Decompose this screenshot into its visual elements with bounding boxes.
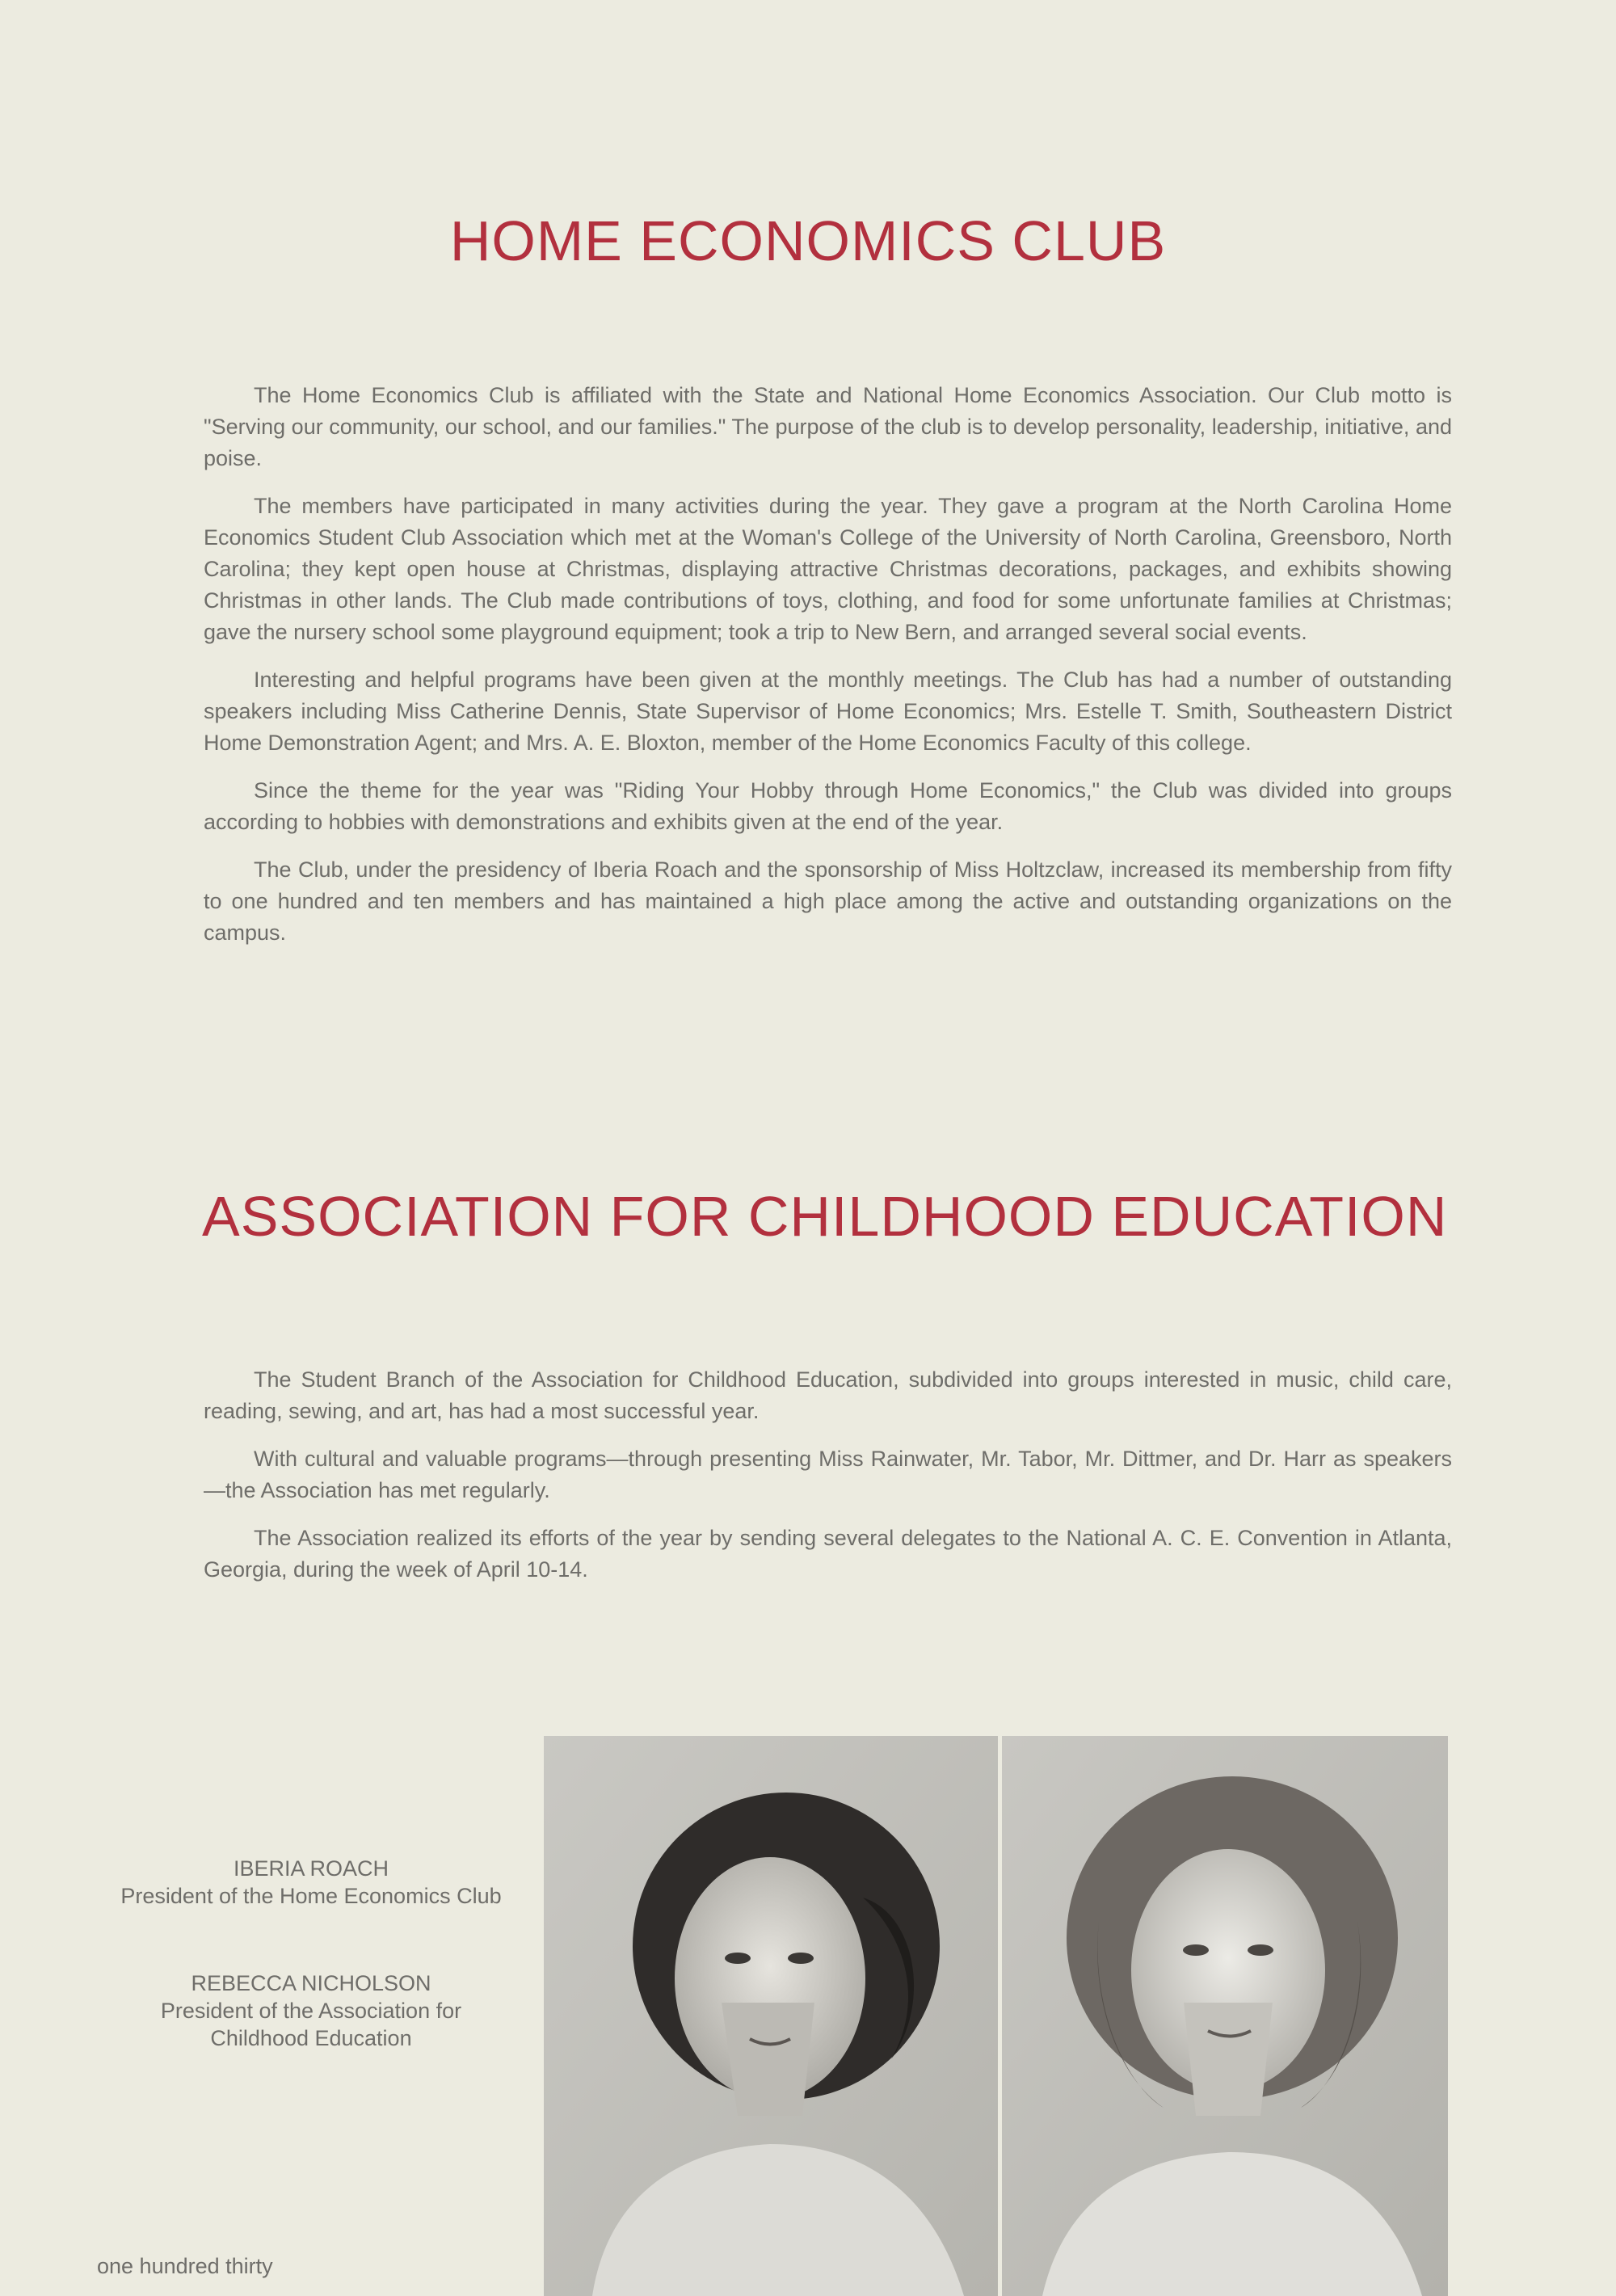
caption-title: Childhood Education	[210, 2026, 412, 2050]
paragraph: The Student Branch of the Association for Childhood Education, subdivided into groups interested in music, child care, reading, sewing, and art, has had a most successful year.	[204, 1367, 1452, 1423]
childhood-education-text	[204, 1364, 1452, 1602]
page-number: one hundred thirty	[97, 2254, 273, 2278]
caption-iberia-roach	[81, 1855, 541, 1910]
caption-name: IBERIA ROACH	[233, 1856, 389, 1881]
paragraph: The Club, under the presidency of Iberia Roach and the sponsorship of Miss Holtzclaw, increased its membership from fifty to one hundred and ten members and has maintained a high place among the active and outstanding organizations on the campus.	[204, 857, 1452, 945]
home-economics-club-text	[204, 380, 1452, 965]
portrait-photo-iberia-roach	[544, 1736, 998, 2296]
caption-title: President of the Home Economics Club	[120, 1884, 502, 1908]
paragraph: Since the theme for the year was "Riding Your Hobby through Home Economics," the Club was divided into groups according to hobbies with demonstrations and exhibits given at the end of the year.	[204, 778, 1452, 834]
paragraph: With cultural and valuable programs—through presenting Miss Rainwater, Mr. Tabor, Mr. Dittmer, and Dr. Harr as speakers—the Association has met regularly.	[204, 1447, 1452, 1502]
portrait-photo-rebecca-nicholson	[1002, 1736, 1448, 2296]
paragraph: The Association realized its efforts of the year by sending several delegates to the National A. C. E. Convention in Atlanta, Georgia, during the week of April 10-14.	[204, 1526, 1452, 1582]
childhood-education-heading: ASSOCIATION FOR CHILDHOOD EDUCATION	[202, 1185, 1448, 1248]
paragraph: The Home Economics Club is affiliated with the State and National Home Economics Association. Our Club motto is "Serving our community, our school, and our families." The purpose of the club is to develop personality, leadership, initiative, and poise.	[204, 383, 1452, 470]
caption-name: REBECCA NICHOLSON	[191, 1971, 431, 1995]
paragraph: The members have participated in many activities during the year. They gave a program at the North Carolina Home Economics Student Club Association which met at the Woman's College of the University of North Carolina, Greensboro, North Carolina; they kept open house at Christmas, displaying attractive Christmas decorations, packages, and exhibits showing Christmas in other lands. The Club made contributions of toys, clothing, and food for some unfortunate families at Christmas; gave the nursery school some playground equipment; took a trip to New Bern, and arranged several social events.	[204, 494, 1452, 644]
caption-rebecca-nicholson	[81, 1970, 541, 2052]
caption-title: President of the Association for	[160, 1999, 462, 2023]
paragraph: Interesting and helpful programs have been given at the monthly meetings. The Club has had a number of outstanding speakers including Miss Catherine Dennis, State Supervisor of Home Economics; Mrs. Estelle T. Smith, Southeastern District Home Demonstration Agent; and Mrs. A. E. Bloxton, member of the Home Economics Faculty of this college.	[204, 668, 1452, 755]
home-economics-club-heading: HOME ECONOMICS CLUB	[449, 209, 1167, 272]
